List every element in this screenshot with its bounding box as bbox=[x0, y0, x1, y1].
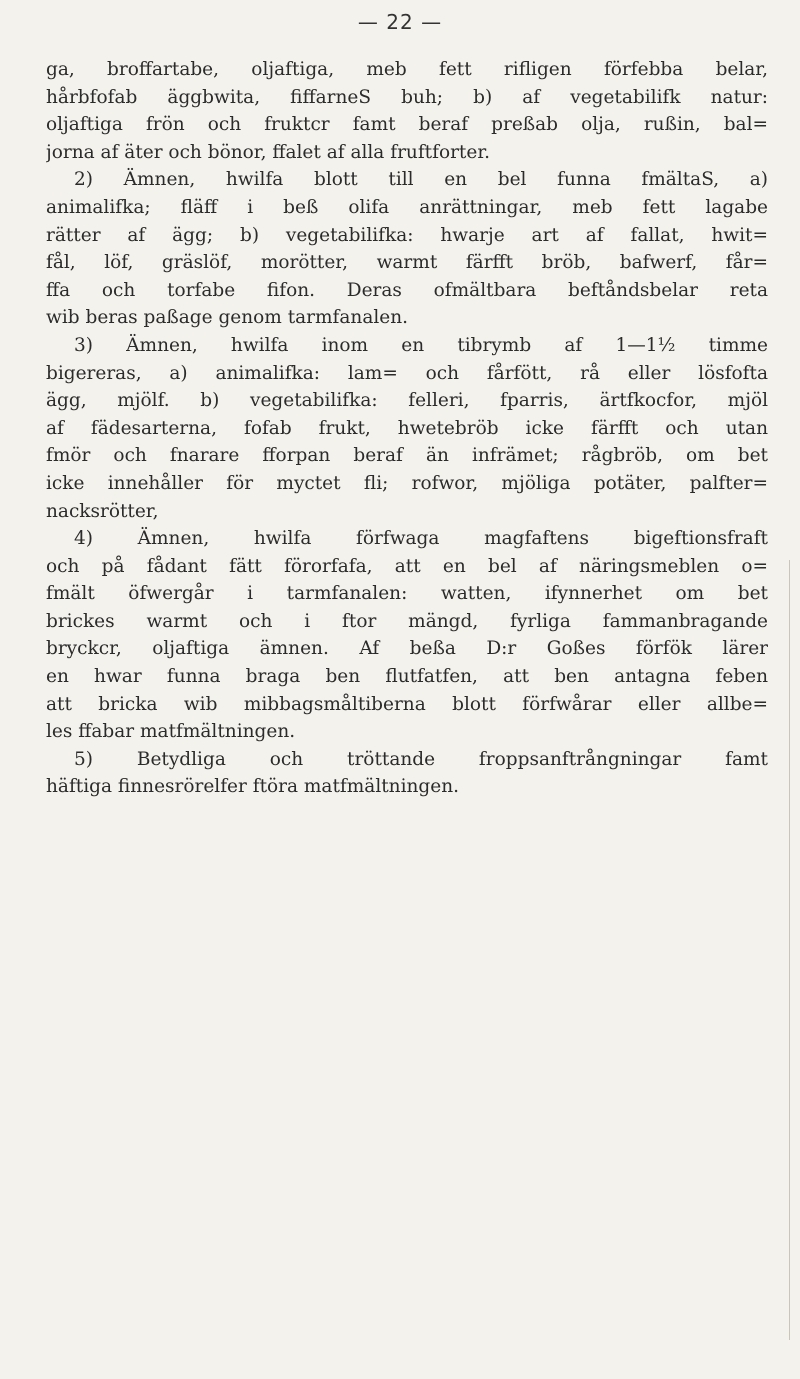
text-line: 5) Betydliga och tröttande froppsanftrångningar famt bbox=[74, 748, 768, 770]
text-line: en hwar funna braga ben flutfatfen, att ben antagna feben bbox=[46, 666, 768, 688]
text-line: 2) Ämnen, hwilfa blott till en bel funna fmältaS, a) bbox=[74, 169, 768, 191]
text-line: att bricka wib mibbagsmåltiberna blott förfwårar eller allbe= bbox=[46, 693, 768, 715]
page-number: — 22 — bbox=[357, 10, 443, 34]
text-line: 4) Ämnen, hwilfa förfwaga magfaftens bigeftionsfraft bbox=[74, 528, 768, 550]
text-line: jorna af äter och bönor, ffalet af alla fruftforter. bbox=[46, 141, 491, 163]
text-line: hårbfofab äggbwita, fiffarneS buh; b) af vegetabilifk natur: bbox=[46, 86, 768, 108]
text-line: och på fådant fätt förorfafa, att en bel af näringsmeblen o= bbox=[46, 555, 768, 577]
text-line: ägg, mjölf. b) vegetabilifka: felleri, fparris, ärtfkocfor, mjöl bbox=[46, 390, 768, 412]
text-line: wib beras paßage genom tarmfanalen. bbox=[46, 307, 409, 329]
text-line: 3) Ämnen, hwilfa inom en tibrymb af 1—1½ timme bbox=[74, 334, 768, 356]
text-line: fmält öfwergår i tarmfanalen: watten, ifynnerhet om bet bbox=[46, 583, 768, 605]
text-line: af fädesarterna, fofab frukt, hwetebröb icke färfft och utan bbox=[46, 417, 768, 439]
text-line: rätter af ägg; b) vegetabilifka: hwarje art af fallat, hwit= bbox=[46, 224, 768, 246]
text-line: nacksrötter, bbox=[46, 500, 159, 522]
text-line: bigereras, a) animalifka: lam= och fårfött, rå eller lösfofta bbox=[46, 362, 768, 384]
text-line: animalifka; fläff i beß olifa anrättningar, meb fett lagabe bbox=[46, 196, 768, 218]
text-line: häftiga finnesrörelfer ftöra matfmältningen. bbox=[46, 776, 459, 798]
text-line: fål, löf, gräslöf, morötter, warmt färfft bröb, bafwerf, får= bbox=[46, 252, 768, 274]
text-line: icke innehåller för myctet fli; rofwor, mjöliga potäter, palfter= bbox=[46, 472, 768, 494]
text-line: les ffabar matfmältningen. bbox=[46, 721, 296, 743]
text-line: brickes warmt och i ftor mängd, fyrliga fammanbragande bbox=[46, 610, 768, 632]
text-line: ffa och torfabe fifon. Deras ofmältbara beftåndsbelar reta bbox=[46, 279, 768, 301]
page-edge-divider bbox=[789, 560, 796, 1340]
text-line: ga, broffartabe, oljaftiga, meb fett rifligen förfebba belar, bbox=[46, 59, 768, 80]
text-line: oljaftiga frön och fruktcr famt beraf preßab olja, rußin, bal= bbox=[46, 114, 768, 136]
text-line: fmör och fnarare fforpan beraf än infrämet; rågbröb, om bet bbox=[46, 445, 768, 467]
text-line: bryckcr, oljaftiga ämnen. Af beßa D:r Goßes förfök lärer bbox=[46, 638, 768, 660]
body-text bbox=[46, 56, 768, 801]
